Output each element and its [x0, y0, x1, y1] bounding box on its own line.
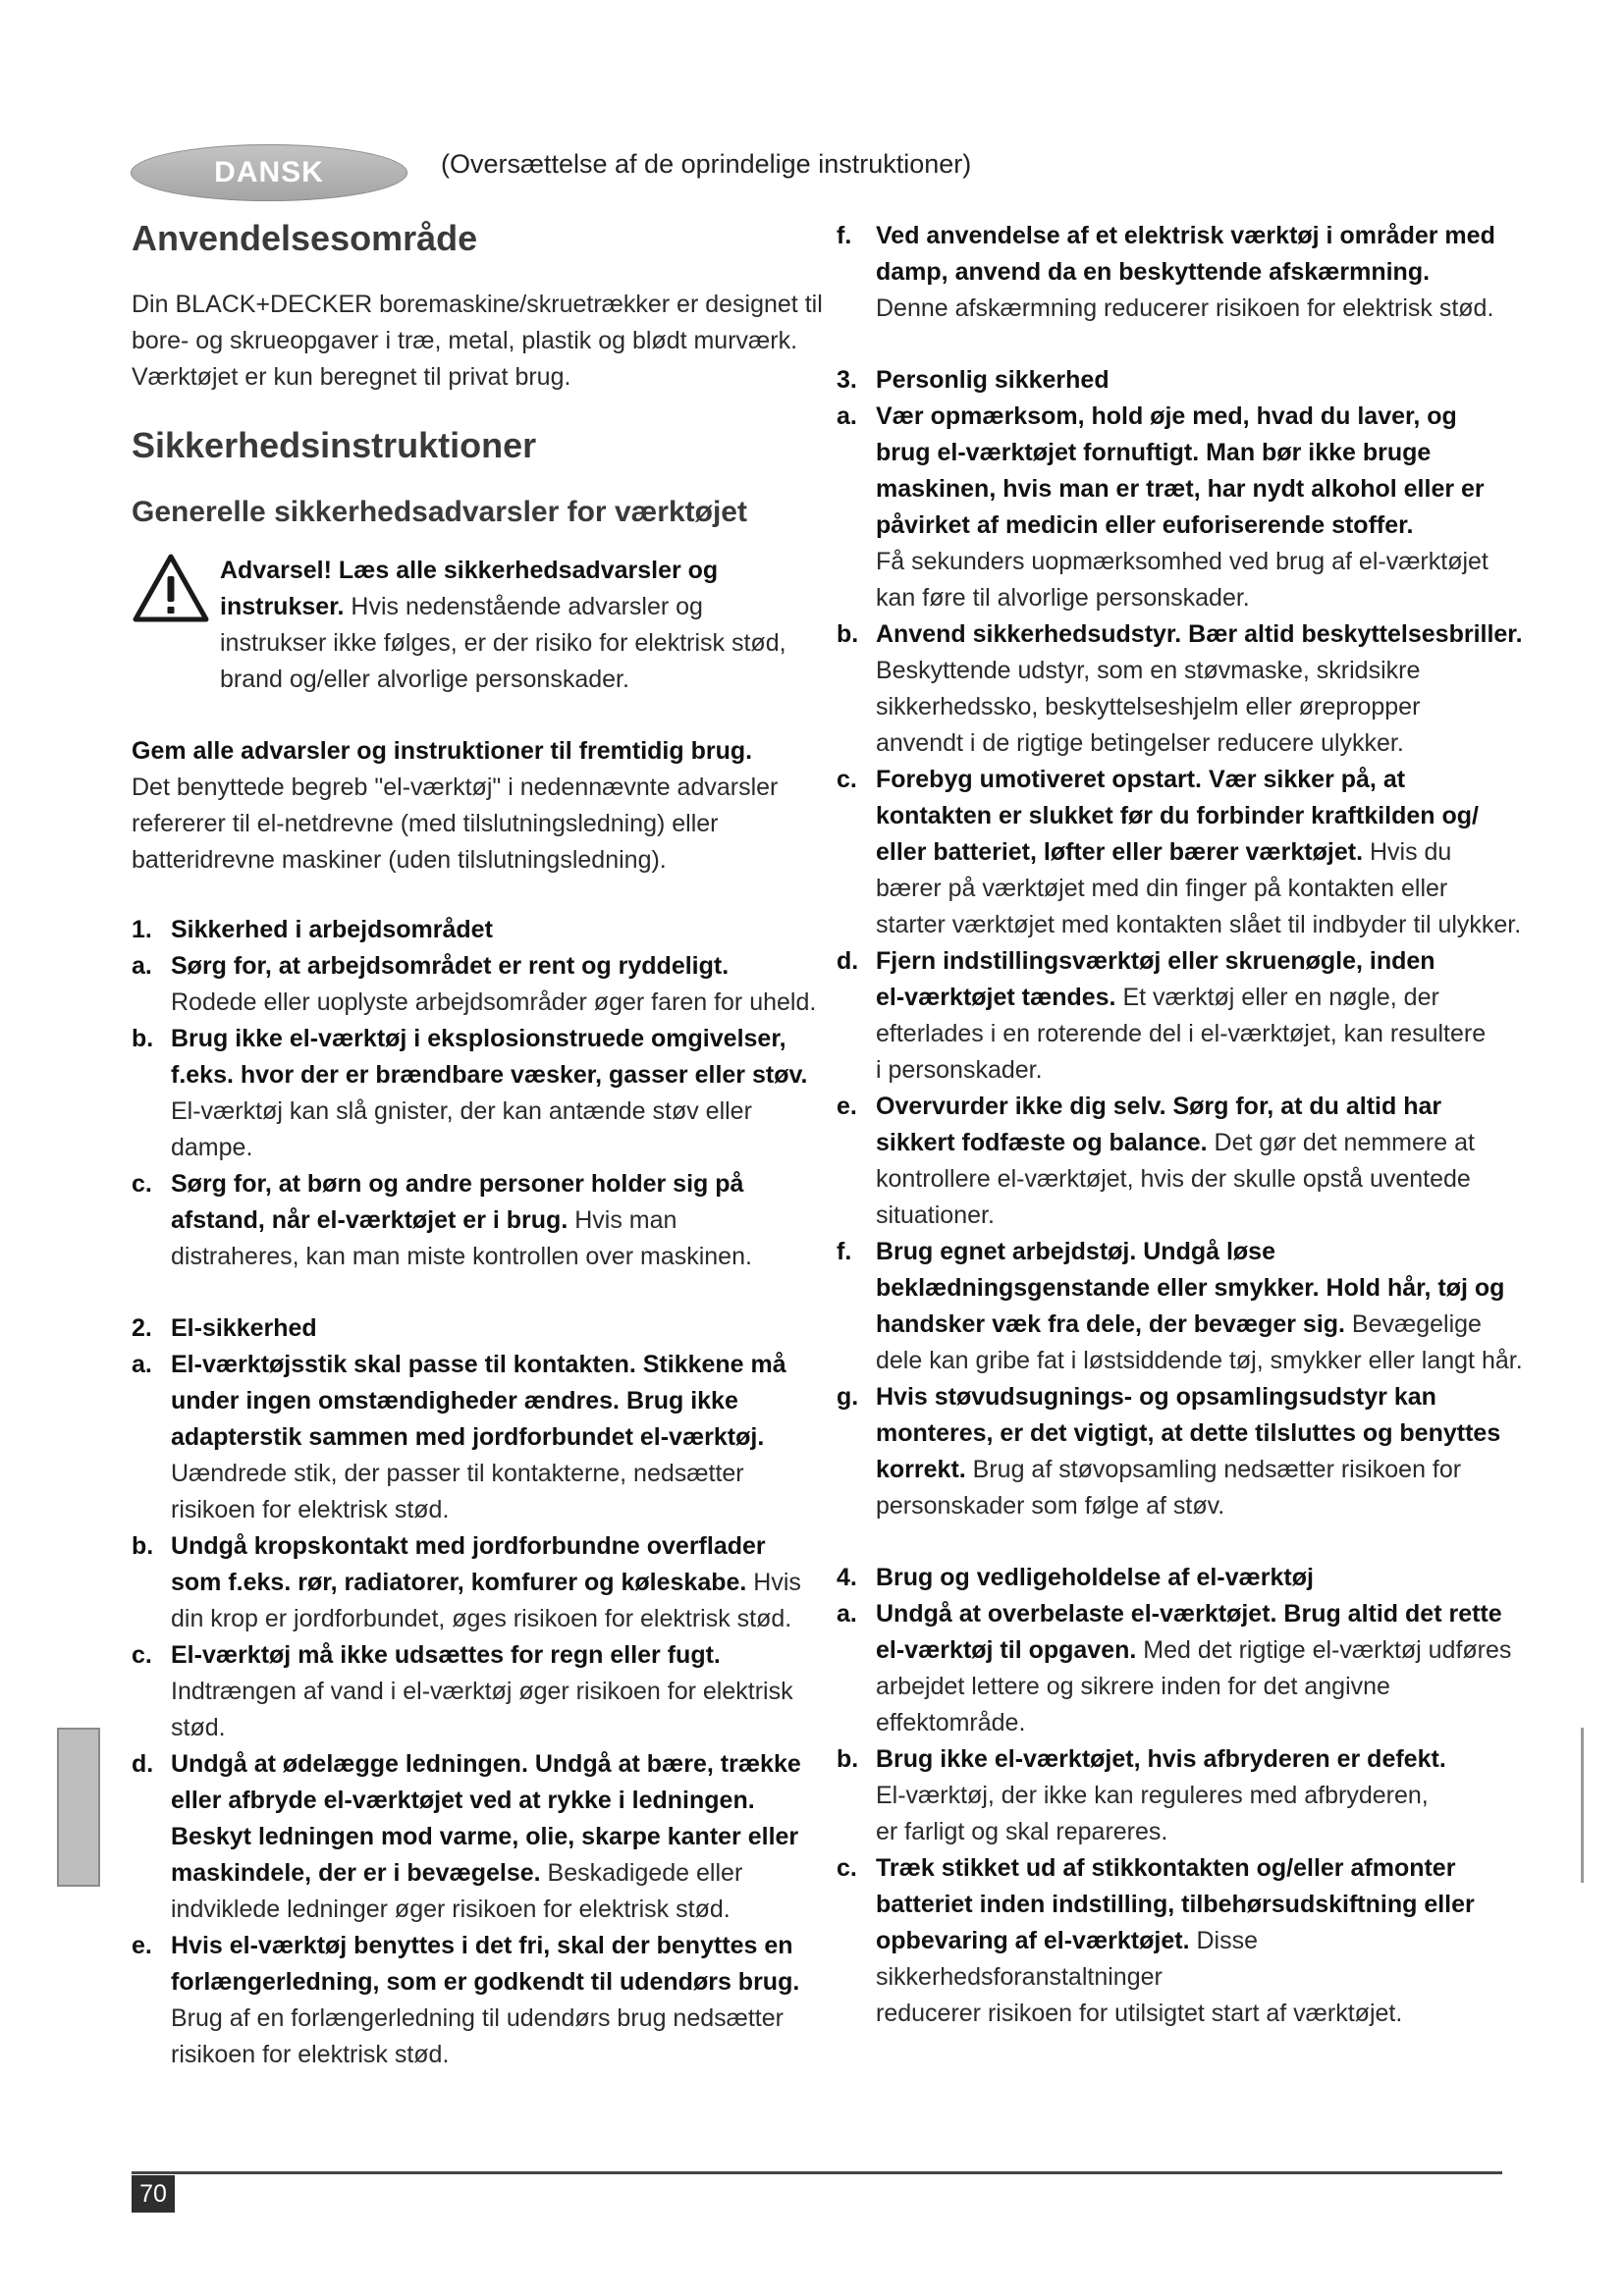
item-text: Beskadigede eller [540, 1859, 743, 1887]
list-item [132, 1746, 831, 1928]
item-line [171, 1383, 831, 1419]
item-bold-text: Sørg for, at arbejdsområdet er rent og ryddeligt. [171, 952, 730, 980]
item-text-line: effektområde. [876, 1709, 1026, 1736]
item-bold-text: eller batteriet, løfter eller bærer værktøjet. [876, 838, 1364, 866]
item-bold-text: El-værktøj må ikke udsættes for regn eller fugt. [171, 1641, 721, 1669]
list-item [837, 1089, 1536, 1234]
item-text-line: risikoen for elektrisk stød. [171, 2041, 450, 2068]
item-bold-text: eller afbryde el-værktøjet ved at rykke i ledningen. [171, 1787, 755, 1814]
item-line [876, 1741, 1536, 1778]
item-text: Med det rigtige el-værktøj udføres [1136, 1636, 1512, 1664]
item-bold-text: afstand, når el-værktøjet er i brug. [171, 1206, 568, 1234]
language-badge: DANSK [131, 144, 407, 201]
item-bold-text: Overvurder ikke dig selv. Sørg for, at du altid har [876, 1093, 1442, 1120]
item-text-line: El-værktøj, der ikke kan reguleres med afbryderen, [876, 1782, 1429, 1809]
item-label: f. [837, 1238, 852, 1265]
item-line [876, 798, 1536, 834]
item-line [876, 1089, 1536, 1125]
item-line [876, 1379, 1536, 1415]
item-label: b. [837, 1745, 859, 1773]
item-bold-text: Brug egnet arbejdstøj. Undgå løse [876, 1238, 1275, 1265]
item-text: Det gør det nemmere at [1207, 1129, 1475, 1156]
item-line [171, 1528, 831, 1565]
item-label: a. [837, 402, 857, 430]
section-2-items [132, 1347, 831, 2073]
warning-triangle-icon [132, 553, 220, 698]
item-line [171, 1202, 831, 1239]
item-bold-text: batteriet inden indstilling, tilbehørsudskiftning eller [876, 1891, 1475, 1918]
item-bold-text: El-værktøjsstik skal passe til kontakten. Stikkene må [171, 1351, 786, 1378]
item-label: d. [837, 947, 859, 975]
item-label: a. [837, 1600, 857, 1628]
item-text-line: dele kan gribe fat i løstsiddende tøj, smykker eller langt hår. [876, 1347, 1523, 1374]
item-bold-text: Brug ikke el-værktøjet, hvis afbryderen er defekt. [876, 1745, 1446, 1773]
heading-general-warnings: Generelle sikkerhedsadvarsler for værktøjet [132, 496, 747, 528]
item-label: e. [837, 1093, 857, 1120]
item-text-line: distraheres, kan man miste kontrollen over maskinen. [171, 1243, 752, 1270]
item-text-line: Rodede eller uoplyste arbejdsområder øger faren for uheld. [171, 988, 817, 1016]
item-bold-text: som f.eks. rør, radiatorer, komfurer og køleskabe. [171, 1569, 747, 1596]
item-line [876, 1234, 1536, 1270]
item-line [171, 1347, 831, 1383]
item-line [876, 1415, 1536, 1452]
list-item [837, 762, 1536, 943]
item-text-line: stød. [171, 1714, 226, 1741]
item-line [171, 1783, 831, 1819]
item-label: d. [132, 1750, 154, 1778]
item-line [876, 834, 1536, 871]
item-text-line: Brug af en forlængerledning til udendørs brug nedsætter [171, 2004, 784, 2032]
item-text-line: situationer. [876, 1201, 995, 1229]
item-bold-text: handsker væk fra dele, der bevæger sig. [876, 1310, 1345, 1338]
item-text-line: efterlades i en roterende del i el-værktøjet, kan resultere [876, 1020, 1487, 1047]
item-text-line: reducerer risikoen for utilsigtet start af værktøjet. [876, 2000, 1403, 2027]
item-bold-text: under ingen omstændigheder ændres. Brug ikke [171, 1387, 738, 1415]
item-text-line: starter værktøjet med kontakten slået til indbyder til ulykker. [876, 911, 1522, 938]
item-line [171, 1855, 831, 1892]
item-line [876, 1125, 1536, 1161]
list-item [132, 948, 831, 1021]
item-bold-text: f.eks. hvor der er brændbare væsker, gasser eller støv. [171, 1061, 808, 1089]
item-line [876, 471, 1536, 507]
item-line [876, 1850, 1536, 1887]
item-text: Hvis [746, 1569, 801, 1596]
item-line [876, 435, 1536, 471]
item-line [876, 1596, 1536, 1632]
item-line [876, 1452, 1536, 1488]
item-line [876, 1270, 1536, 1307]
item-text-line: din krop er jordforbundet, øges risikoen for elektrisk stød. [171, 1605, 792, 1632]
warning-line: instrukser ikke følges, er der risiko for elektrisk stød, [220, 629, 786, 657]
list-item [837, 218, 1536, 327]
item-bold-line: damp, anvend da en beskyttende afskærmning. [876, 258, 1431, 286]
item-bold-text: beklædningsgenstande eller smykker. Hold hår, tøj og [876, 1274, 1505, 1302]
item-text-line: anvendt i de rigtige betingelser reducere ulykker. [876, 729, 1404, 757]
item-bold-text: Sørg for, at børn og andre personer holder sig på [171, 1170, 744, 1198]
item-line [876, 1923, 1536, 1996]
item-label: b. [837, 620, 859, 648]
list-item [132, 1528, 831, 1637]
warning-block [132, 553, 831, 698]
warning-bold: instrukser. [220, 593, 345, 620]
list-item [837, 1596, 1536, 1741]
item-line [171, 1637, 831, 1674]
item-bold-text: påvirket af medicin eller euforiserende stoffer. [876, 511, 1414, 539]
section-1-items [132, 948, 831, 1275]
item-text: Et værktøj eller en nøgle, der [1115, 984, 1439, 1011]
item-line [171, 1964, 831, 2001]
text-line: refererer til el-netdrevne (med tilslutningsledning) eller [132, 810, 719, 837]
item-bold-text: opbevaring af el-værktøjet. [876, 1927, 1190, 1954]
item-text-line: Beskyttende udstyr, som en støvmaske, skridsikre [876, 657, 1421, 684]
item-text-line: risikoen for elektrisk stød. [171, 1496, 450, 1523]
list-item [132, 1637, 831, 1746]
item-line [171, 1928, 831, 1964]
item-label: g. [837, 1383, 859, 1411]
item-label: f. [837, 222, 852, 249]
section-2-heading: 2. El-sikkerhed [132, 1314, 317, 1342]
list-item [837, 616, 1536, 762]
item-text-line: Denne afskærmning reducerer risikoen for elektrisk stød. [876, 294, 1494, 322]
item-text-line: i personskader. [876, 1056, 1043, 1084]
item-text-line: Få sekunders uopmærksomhed ved brug af el-værktøjet [876, 548, 1489, 575]
item-bold-text: Undgå at overbelaste el-værktøjet. Brug altid det rette [876, 1600, 1502, 1628]
item-label: e. [132, 1932, 152, 1959]
footer-rule [132, 2171, 1502, 2174]
item-bold-text: adapterstik sammen med jordforbundet el-værktøj. [171, 1423, 765, 1451]
item-bold-text: Undgå kropskontakt med jordforbundne overflader [171, 1532, 766, 1560]
item-bold-text: kontakten er slukket før du forbinder kraftkilden og/ [876, 802, 1479, 829]
list-item [837, 943, 1536, 1089]
item-bold-text: maskinen, hvis man er træt, har nydt alkohol eller er [876, 475, 1485, 503]
item-bold-text: Undgå at ødelægge ledningen. Undgå at bære, trække [171, 1750, 801, 1778]
text-line: Din BLACK+DECKER boremaskine/skruetrækker er designet til [132, 291, 823, 318]
page-number: 70 [132, 2175, 175, 2213]
item-bold-text: Beskyt ledningen mod varme, olie, skarpe kanter eller [171, 1823, 799, 1850]
item-text-line: kontrollere el-værktøjet, hvis der skulle opstå uventede [876, 1165, 1471, 1193]
item-text: Brug af støvopsamling nedsætter risikoen for [965, 1456, 1462, 1483]
item-label: a. [132, 952, 152, 980]
item-bold-text: el-værktøj til opgaven. [876, 1636, 1137, 1664]
section-4-heading: 4. Brug og vedligeholdelse af el-værktøj [837, 1564, 1314, 1591]
item-line [171, 1166, 831, 1202]
right-column [837, 218, 1536, 2032]
item-bold-text: Anvend sikkerhedsudstyr. Bær altid beskyttelsesbriller. [876, 620, 1523, 648]
item-line [876, 616, 1536, 653]
warning-text: Hvis nedenstående advarsler og [344, 593, 703, 620]
item-line [171, 1746, 831, 1783]
item-text-line: personskader som følge af støv. [876, 1492, 1225, 1520]
item-label: b. [132, 1532, 154, 1560]
item-text-line: bærer på værktøjet med din finger på kontakten eller [876, 875, 1448, 902]
item-bold-text: Hvis støvudsugnings- og opsamlingsudstyr kan [876, 1383, 1436, 1411]
edge-marker [1581, 1728, 1584, 1883]
translation-note: (Oversættelse af de oprindelige instruktioner) [441, 149, 972, 179]
item-text-line: El-værktøj kan slå gnister, der kan antænde støv eller dampe. [171, 1097, 752, 1161]
side-tab-marker [57, 1728, 100, 1887]
list-item [837, 1850, 1536, 2032]
item-bold-text: monteres, er det vigtigt, at dette tilsluttes og benyttes [876, 1419, 1501, 1447]
warning-line [220, 589, 831, 625]
item-label: c. [837, 1854, 857, 1882]
section-4-items [837, 1596, 1536, 2032]
item-text: Hvis du [1363, 838, 1452, 866]
text-line: bore- og skrueopgaver i træ, metal, plastik og blødt murværk. [132, 327, 798, 354]
list-item [837, 1234, 1536, 1379]
item-bold-text: forlængerledning, som er godkendt til udendørs brug. [171, 1968, 800, 1996]
item-bold-line: Ved anvendelse af et elektrisk værktøj i områder med [876, 222, 1495, 249]
item-text: Hvis man [568, 1206, 677, 1234]
item-line [171, 948, 831, 985]
item-line [876, 399, 1536, 435]
text-line: Det benyttede begreb "el-værktøj" i nedennævnte advarsler [132, 774, 779, 801]
warning-line: brand og/eller alvorlige personskader. [220, 666, 629, 693]
item-label: c. [132, 1170, 152, 1198]
section-3-items [837, 399, 1536, 1524]
item-line [171, 1419, 831, 1456]
section-3-heading: 3. Personlig sikkerhed [837, 366, 1110, 394]
item-bold-text: Træk stikket ud af stikkontakten og/eller afmonter [876, 1854, 1456, 1882]
item-bold-text: Vær opmærksom, hold øje med, hvad du laver, og [876, 402, 1457, 430]
item-line [876, 762, 1536, 798]
left-column [132, 218, 831, 2073]
item-line [876, 1632, 1536, 1669]
item-line [171, 1565, 831, 1601]
item-bold-text: brug el-værktøjet fornuftigt. Man bør ikke bruge [876, 439, 1432, 466]
item-text-line: kan føre til alvorlige personskader. [876, 584, 1250, 612]
item-text-line: er farligt og skal repareres. [876, 1818, 1168, 1845]
item-text-line: indviklede ledninger øger risikoen for elektrisk stød. [171, 1896, 731, 1923]
list-item [837, 1741, 1536, 1850]
item-line [876, 1307, 1536, 1343]
item-line [171, 1021, 831, 1057]
item-bold-text: Fjern indstillingsværktøj eller skruenøgle, inden [876, 947, 1435, 975]
list-item [132, 1347, 831, 1528]
item-bold-text: maskindele, der er i bevægelse. [171, 1859, 541, 1887]
item-bold-text: el-værktøjet tændes. [876, 984, 1116, 1011]
item-label: b. [132, 1025, 154, 1052]
item-line [171, 1057, 831, 1094]
item-text-line: arbejdet lettere og sikrere inden for det angivne [876, 1673, 1390, 1700]
item-bold-text: korrekt. [876, 1456, 966, 1483]
item-label: c. [837, 766, 857, 793]
heading-safety-instructions: Sikkerhedsinstruktioner [132, 425, 537, 465]
item-text: Bevægelige [1344, 1310, 1482, 1338]
heading-intended-use: Anvendelsesområde [132, 218, 478, 258]
item-bold-text: Forebyg umotiveret opstart. Vær sikker på, at [876, 766, 1406, 793]
list-item [132, 1021, 831, 1166]
warning-title: Advarsel! Læs alle sikkerhedsadvarsler og [220, 557, 719, 584]
item-bold-text: Brug ikke el-værktøj i eksplosionstruede omgivelser, [171, 1025, 786, 1052]
item-text: Disse sikkerhedsforanstaltninger [876, 1927, 1258, 1991]
keep-instructions-heading: Gem alle advarsler og instruktioner til fremtidig brug. [132, 737, 753, 765]
item-line [876, 943, 1536, 980]
item-text-line: sikkerhedssko, beskyttelseshjelm eller ørepropper [876, 693, 1421, 721]
item-line [876, 507, 1536, 544]
text-line: Værktøjet er kun beregnet til privat brug. [132, 363, 571, 391]
section-1-heading: 1. Sikkerhed i arbejdsområdet [132, 916, 493, 943]
item-text-line: Indtrængen af vand i el-værktøj øger risikoen for elektrisk [171, 1678, 793, 1705]
list-item [837, 1379, 1536, 1524]
item-bold-text: Hvis el-værktøj benyttes i det fri, skal der benyttes en [171, 1932, 793, 1959]
item-line [171, 1819, 831, 1855]
text-line: batteridrevne maskiner (uden tilslutningsledning). [132, 846, 667, 874]
intended-use-text [132, 287, 831, 396]
item-label: c. [132, 1641, 152, 1669]
list-item [132, 1166, 831, 1275]
item-line [876, 980, 1536, 1016]
item-bold-text: sikkert fodfæste og balance. [876, 1129, 1208, 1156]
item-text-line: Uændrede stik, der passer til kontakterne, nedsætter [171, 1460, 744, 1487]
item-label: a. [132, 1351, 152, 1378]
list-item [132, 1928, 831, 2073]
item-line [876, 1887, 1536, 1923]
list-item [837, 399, 1536, 616]
